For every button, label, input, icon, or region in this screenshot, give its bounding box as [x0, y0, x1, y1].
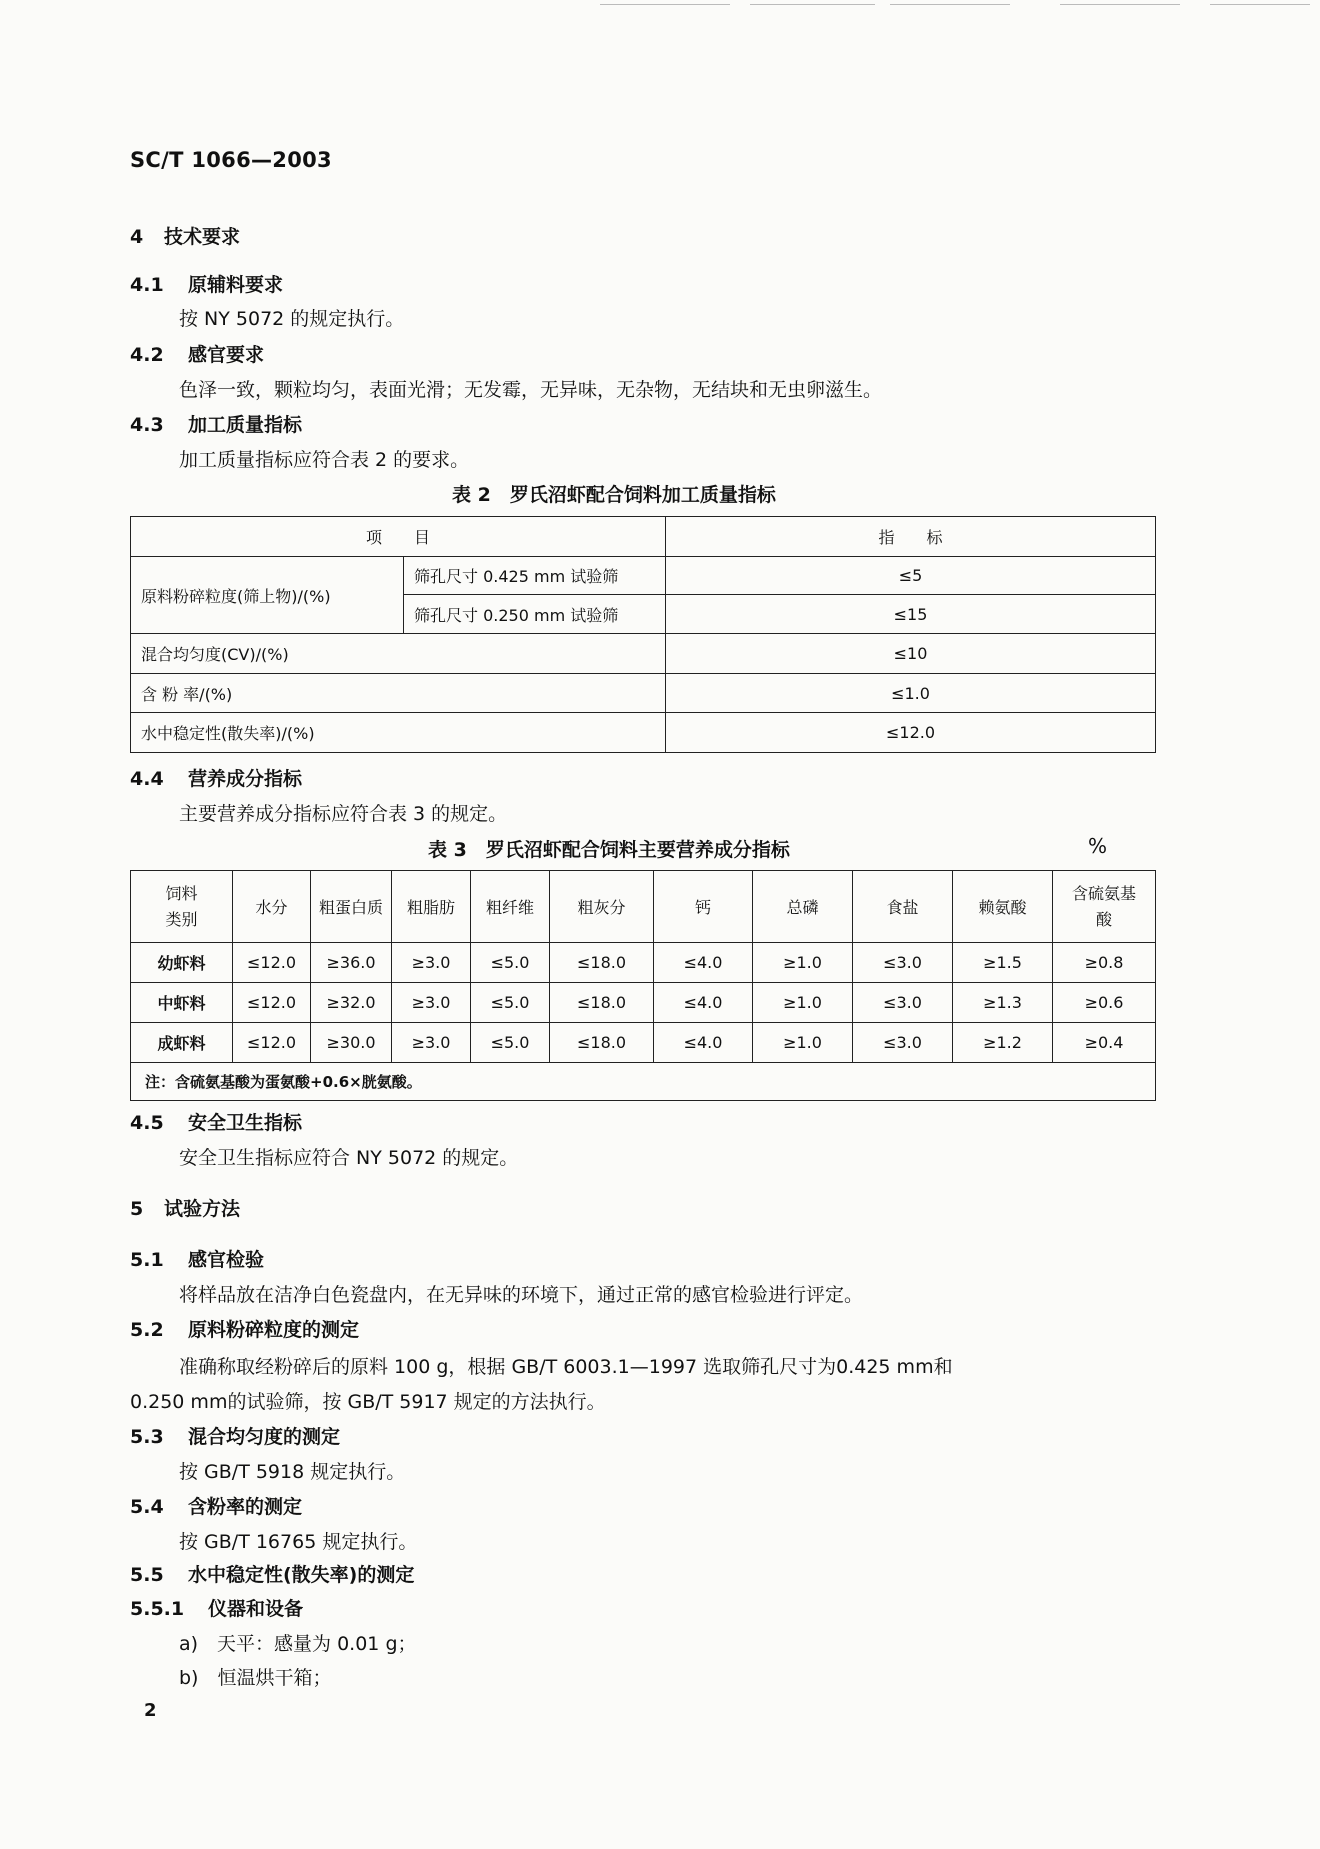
paragraph: 将样品放在洁净白色瓷盘内，在无异味的环境下，通过正常的感官检验进行评定。 — [179, 1284, 864, 1306]
table-caption: 表 3 罗氏沼虾配合饲料主要营养成分指标 — [428, 839, 790, 861]
table-unit: % — [1088, 834, 1108, 858]
section-number: 5 — [130, 1198, 144, 1220]
table-cell: 含 粉 率/(%) — [131, 674, 666, 713]
table-cell: 水中稳定性(散失率)/(%) — [131, 713, 666, 753]
paragraph: 准确称取经粉碎后的原料 100 g，根据 GB/T 6003.1—1997 选取筛孔尺寸为0.425 mm和 — [179, 1356, 953, 1378]
subsection-heading — [130, 766, 302, 792]
subsection-number: 5.5.1 — [130, 1598, 185, 1620]
table-cell: ≤4.0 — [654, 943, 753, 983]
subsection-title: 水中稳定性(散失率)的测定 — [188, 1564, 415, 1586]
table-cell: ≤3.0 — [853, 1023, 953, 1063]
table-caption: 表 2 罗氏沼虾配合饲料加工质量指标 — [452, 484, 776, 506]
table-cell: ≥1.2 — [953, 1023, 1053, 1063]
subsection-heading — [130, 342, 264, 368]
section-title: 试验方法 — [164, 1198, 241, 1220]
table-cell: ≤15 — [666, 595, 1156, 634]
table-cell: ≤4.0 — [654, 983, 753, 1023]
table-header-cell: 钙 — [654, 871, 753, 943]
table-cell: ≥1.0 — [753, 943, 853, 983]
table-cell: ≥36.0 — [311, 943, 392, 983]
subsection-number: 5.1 — [130, 1249, 164, 1271]
subsection-heading — [130, 1247, 264, 1273]
table-nutrition — [130, 870, 1156, 1101]
table-cell: ≥1.5 — [953, 943, 1053, 983]
subsection-title: 仪器和设备 — [208, 1598, 304, 1620]
table-cell: ≤18.0 — [550, 1023, 654, 1063]
scan-artifact-line — [890, 4, 1010, 5]
table-cell: ≤5 — [666, 557, 1156, 595]
table-cell: ≤18.0 — [550, 943, 654, 983]
paragraph: 0.250 mm的试验筛，按 GB/T 5917 规定的方法执行。 — [130, 1391, 606, 1413]
section-heading — [130, 224, 240, 250]
table-cell: 中虾料 — [131, 983, 233, 1023]
table-cell: ≥30.0 — [311, 1023, 392, 1063]
table-cell: ≥0.8 — [1053, 943, 1156, 983]
table-header-cell: 食盐 — [853, 871, 953, 943]
paragraph: 主要营养成分指标应符合表 3 的规定。 — [179, 803, 508, 825]
table-cell: 筛孔尺寸 0.250 mm 试验筛 — [404, 595, 666, 634]
table-row — [131, 943, 1156, 983]
subsection-number: 4.3 — [130, 414, 164, 436]
subsection-title: 感官要求 — [188, 344, 265, 366]
table-cell: ≤12.0 — [233, 1023, 311, 1063]
table-header-cell: 水分 — [233, 871, 311, 943]
table-row — [131, 983, 1156, 1023]
table-cell: ≤12.0 — [666, 713, 1156, 753]
subsection-number: 5.5 — [130, 1564, 164, 1586]
subsection-number: 4.4 — [130, 768, 164, 790]
table-header-cell: 指 标 — [666, 517, 1156, 557]
table-cell: ≤3.0 — [853, 983, 953, 1023]
subsection-heading — [130, 1562, 414, 1588]
table-cell: 筛孔尺寸 0.425 mm 试验筛 — [404, 557, 666, 595]
subsection-heading — [130, 1596, 303, 1622]
table-header-cell: 粗纤维 — [471, 871, 550, 943]
table-cell: ≤12.0 — [233, 983, 311, 1023]
subsection-title: 加工质量指标 — [188, 414, 303, 436]
table-header-cell: 总磷 — [753, 871, 853, 943]
subsection-number: 4.2 — [130, 344, 164, 366]
section-title: 技术要求 — [164, 226, 241, 248]
subsection-title: 原料粉碎粒度的测定 — [188, 1319, 360, 1341]
table-cell: ≥1.0 — [753, 1023, 853, 1063]
table-header-row — [131, 871, 1156, 943]
table-cell: ≤18.0 — [550, 983, 654, 1023]
paragraph: 安全卫生指标应符合 NY 5072 的规定。 — [179, 1147, 519, 1169]
table-processing-quality — [130, 516, 1156, 753]
table-cell: ≥3.0 — [392, 1023, 471, 1063]
paragraph: 按 GB/T 5918 规定执行。 — [179, 1461, 406, 1483]
subsection-title: 安全卫生指标 — [188, 1112, 303, 1134]
subsection-number: 5.3 — [130, 1426, 164, 1448]
section-heading — [130, 1196, 240, 1222]
table-cell: ≤1.0 — [666, 674, 1156, 713]
subsection-title: 含粉率的测定 — [188, 1496, 303, 1518]
table-cell: ≤3.0 — [853, 943, 953, 983]
paragraph: 加工质量指标应符合表 2 的要求。 — [179, 449, 470, 471]
table-cell: 幼虾料 — [131, 943, 233, 983]
table-note: 注：含硫氨基酸为蛋氨酸+0.6×胱氨酸。 — [131, 1063, 1156, 1101]
table-cell: ≤5.0 — [471, 1023, 550, 1063]
subsection-heading — [130, 412, 302, 438]
table-header-cell: 饲料类别 — [131, 871, 233, 943]
table-header-cell: 粗灰分 — [550, 871, 654, 943]
subsection-number: 5.2 — [130, 1319, 164, 1341]
subsection-number: 4.1 — [130, 274, 164, 296]
table-header-cell: 赖氨酸 — [953, 871, 1053, 943]
subsection-heading — [130, 1110, 302, 1136]
table-cell: ≥3.0 — [392, 983, 471, 1023]
table-header-cell: 粗蛋白质 — [311, 871, 392, 943]
table-cell: ≤12.0 — [233, 943, 311, 983]
paragraph: 按 GB/T 16765 规定执行。 — [179, 1531, 418, 1553]
table-header-cell: 粗脂肪 — [392, 871, 471, 943]
table-cell: ≤5.0 — [471, 983, 550, 1023]
subsection-heading — [130, 1424, 340, 1450]
paragraph: 按 NY 5072 的规定执行。 — [179, 308, 405, 330]
table-cell: 成虾料 — [131, 1023, 233, 1063]
subsection-title: 感官检验 — [188, 1249, 265, 1271]
table-header-cell: 含硫氨基酸 — [1053, 871, 1156, 943]
scan-artifact-line — [600, 4, 730, 5]
table-cell: ≥3.0 — [392, 943, 471, 983]
table-cell: ≥0.4 — [1053, 1023, 1156, 1063]
table-cell: ≤4.0 — [654, 1023, 753, 1063]
page-number: 2 — [144, 1700, 157, 1721]
subsection-title: 营养成分指标 — [188, 768, 303, 790]
table-header-cell: 项 目 — [131, 517, 666, 557]
table-cell: 原料粉碎粒度(筛上物)/(%) — [131, 557, 404, 634]
standard-number: SC/T 1066—2003 — [130, 148, 332, 172]
scan-artifact-line — [750, 4, 875, 5]
table-cell: ≤5.0 — [471, 943, 550, 983]
scan-artifact-line — [1060, 4, 1180, 5]
table-cell: ≥1.3 — [953, 983, 1053, 1023]
list-item: b) 恒温烘干箱； — [179, 1667, 332, 1689]
paragraph: 色泽一致，颗粒均匀，表面光滑；无发霉，无异味，无杂物，无结块和无虫卵滋生。 — [179, 379, 883, 401]
subsection-heading — [130, 1494, 302, 1520]
table-cell: 混合均匀度(CV)/(%) — [131, 634, 666, 674]
section-number: 4 — [130, 226, 144, 248]
subsection-title: 混合均匀度的测定 — [188, 1426, 341, 1448]
table-cell: ≥1.0 — [753, 983, 853, 1023]
table-cell: ≥32.0 — [311, 983, 392, 1023]
scan-artifact-line — [1210, 4, 1310, 5]
subsection-title: 原辅料要求 — [188, 274, 284, 296]
subsection-heading — [130, 1317, 359, 1343]
subsection-number: 5.4 — [130, 1496, 164, 1518]
table-row — [131, 1023, 1156, 1063]
subsection-number: 4.5 — [130, 1112, 164, 1134]
subsection-heading — [130, 272, 283, 298]
table-cell: ≤10 — [666, 634, 1156, 674]
table-cell: ≥0.6 — [1053, 983, 1156, 1023]
list-item: a) 天平：感量为 0.01 g； — [179, 1633, 417, 1655]
